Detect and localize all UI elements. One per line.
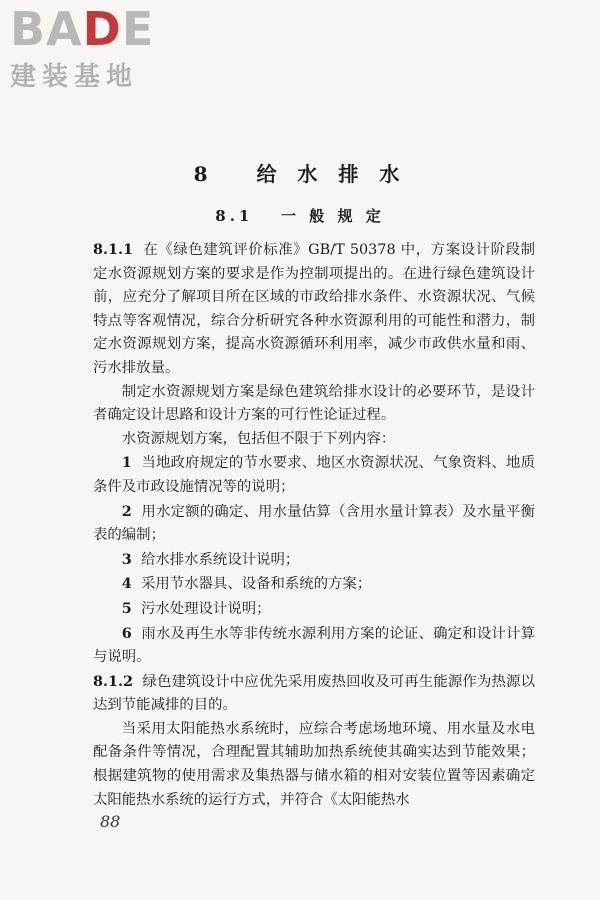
clause-text: 在《绿色建筑评价标准》GB/T 50378 中，方案设计阶段制定水资源规划方案的要求是作为控制项提出的。在进行绿色建筑设计前，应充分了解项目所在区域的市政给排水条件、水资源状况、气候特点等客观情况，综合分析研究各种水资源利用的可能性和潜力，制定水资源规划方案，提高水资源循环利用率，减少市政供水量和雨、污水排放量。: [93, 242, 535, 376]
section-title: 8.1 一 般 规 定: [215, 207, 385, 225]
clause-8-1-2: [93, 670, 535, 718]
paragraph: 当采用太阳能热水系统时，应综合考虑场地环境、用水量及水电配备条件等情况，合理配置其辅助加热系统使其确实达到节能效果；根据建筑物的使用需求及集热器与储水箱的相对安装位置等因素确定太阳能热水系统的运行方式，并符合《太阳能热水: [93, 720, 535, 808]
paragraph: 水资源规划方案，包括但不限于下列内容：: [121, 430, 396, 447]
body-text: [93, 238, 535, 812]
chapter-title: 8 给 水 排 水: [193, 162, 407, 186]
logo-wordmark: BADE: [10, 2, 155, 56]
list-item: 6 雨水及再生水等非传统水源利用方案的论证、确定和设计计算与说明。: [93, 624, 535, 666]
paragraph: 制定水资源规划方案是绿色建筑给排水设计的必要环节，是设计者确定设计思路和设计方案的可行性论证过程。: [93, 383, 535, 424]
logo-subtitle: 建装基地: [10, 62, 139, 92]
list-item: 4 采用节水器具、设备和系统的方案；: [121, 575, 372, 593]
clause-8-1-1: [93, 238, 535, 381]
clause-text: 绿色建筑设计中应优先采用废热回收及可再生能源作为热源以达到节能减排的目的。: [93, 673, 535, 714]
list-item: 1 当地政府规定的节水要求、地区水资源状况、气象资料、地质条件及市政设施情况等的说明；: [93, 454, 535, 495]
brand-logo: [8, 2, 176, 92]
page-number: 88: [100, 812, 121, 831]
list-item: 3 给水排水系统设计说明；: [121, 550, 300, 568]
list-item: 2 用水定额的确定、用水量估算（含用水量计算表）及水量平衡表的编制；: [93, 502, 535, 544]
clause-number: 8.1.1: [93, 241, 134, 258]
list-item: 5 污水处理设计说明；: [121, 599, 271, 617]
clause-number: 8.1.2: [93, 672, 134, 690]
